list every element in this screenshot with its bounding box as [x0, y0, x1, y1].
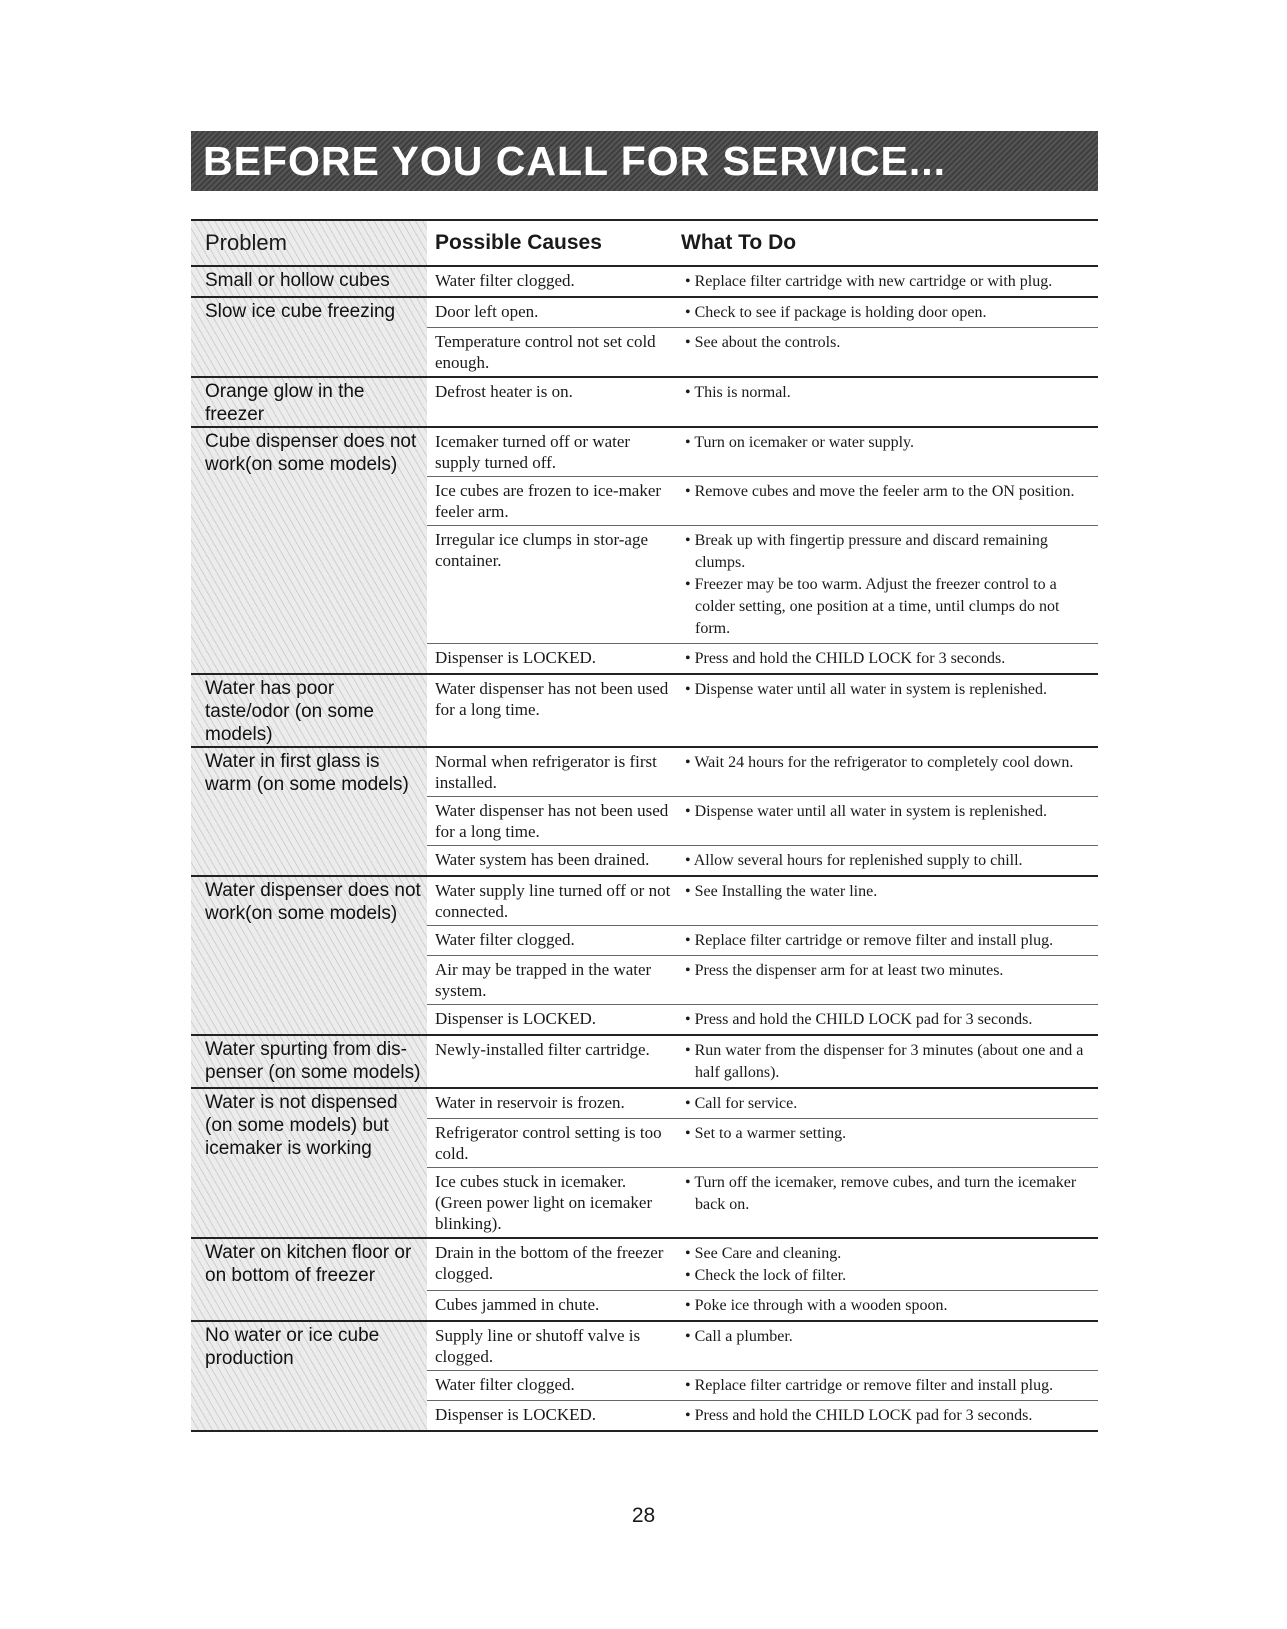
possible-cause: Dispenser is LOCKED. — [435, 1009, 597, 1028]
action-item: • Set to a warmer setting. — [685, 1125, 847, 1142]
action-item: • Turn on icemaker or water supply. — [685, 434, 914, 451]
possible-cause: Water dispenser has not been used for a long time. — [435, 679, 669, 719]
table-row — [427, 477, 1098, 526]
what-to-do — [677, 1036, 1098, 1087]
problem-label: Water has poor taste/odor (on some models) — [191, 675, 427, 746]
action-item: • Run water from the dispenser for 3 minutes (about one and a half gallons). — [685, 1042, 1084, 1081]
possible-cause: Icemaker turned off or water supply turned off. — [435, 432, 631, 472]
what-to-do — [677, 846, 1098, 875]
problem-group — [191, 428, 1098, 675]
header-what-to-do: What To Do — [681, 231, 797, 254]
possible-cause: Temperature control not set cold enough. — [435, 332, 656, 372]
possible-cause: Water filter clogged. — [435, 1375, 575, 1394]
problem-group — [191, 675, 1098, 748]
problem-label: No water or ice cube production — [191, 1322, 427, 1430]
table-row — [427, 1322, 1098, 1371]
problem-group — [191, 298, 1098, 378]
table-row — [427, 748, 1098, 797]
table-row — [427, 1119, 1098, 1168]
table-header — [191, 219, 1098, 267]
possible-cause: Irregular ice clumps in stor-age container. — [435, 530, 649, 570]
table-row — [427, 877, 1098, 926]
action-item: • Replace filter cartridge or remove filter and install plug. — [685, 932, 1054, 949]
table-row — [427, 378, 1098, 407]
table-row — [427, 428, 1098, 477]
possible-cause: Water filter clogged. — [435, 930, 575, 949]
cause-rows — [427, 378, 1098, 426]
problem-label: Water on kitchen floor or on bottom of freezer — [191, 1239, 427, 1320]
possible-cause: Water filter clogged. — [435, 271, 575, 290]
action-item: • Press the dispenser arm for at least two minutes. — [685, 962, 1004, 979]
table-row — [427, 526, 1098, 644]
possible-cause: Water dispenser has not been used for a long time. — [435, 801, 669, 841]
what-to-do — [677, 1322, 1098, 1370]
problem-label: Water dispenser does not work(on some models) — [191, 877, 427, 1034]
what-to-do — [677, 926, 1098, 955]
what-to-do — [677, 1239, 1098, 1290]
table-row — [427, 1401, 1098, 1430]
cause-rows — [427, 877, 1098, 1034]
table-row — [427, 298, 1098, 328]
table-row — [427, 1291, 1098, 1320]
table-body — [191, 267, 1098, 1432]
table-row — [427, 1239, 1098, 1291]
table-row — [427, 644, 1098, 673]
problem-label: Water in first glass is warm (on some models) — [191, 748, 427, 875]
troubleshooting-table — [191, 219, 1098, 1432]
page-number: 28 — [631, 1504, 656, 1527]
possible-cause: Ice cubes stuck in icemaker. (Green power light on icemaker blinking). — [435, 1172, 653, 1233]
action-item: • Press and hold the CHILD LOCK pad for 3 seconds. — [685, 1407, 1033, 1424]
what-to-do — [677, 1291, 1098, 1320]
table-row — [427, 1089, 1098, 1119]
table-row — [427, 1005, 1098, 1034]
what-to-do — [677, 1401, 1098, 1430]
cause-rows — [427, 1322, 1098, 1430]
problem-group — [191, 1239, 1098, 1322]
action-item: • Turn off the icemaker, remove cubes, and turn the icemaker back on. — [685, 1174, 1077, 1213]
possible-cause: Dispenser is LOCKED. — [435, 1405, 597, 1424]
possible-cause: Cubes jammed in chute. — [435, 1295, 600, 1314]
possible-cause: Water system has been drained. — [435, 850, 650, 869]
action-item: • Check to see if package is holding door open. — [685, 304, 987, 321]
table-row — [427, 328, 1098, 376]
problem-label: Water spurting from dis-penser (on some models) — [191, 1036, 427, 1087]
page-title-banner: BEFORE YOU CALL FOR SERVICE... — [191, 131, 1098, 191]
what-to-do — [677, 428, 1098, 476]
header-possible-causes: Possible Causes — [435, 231, 602, 254]
possible-cause: Defrost heater is on. — [435, 382, 573, 401]
cause-rows — [427, 1089, 1098, 1237]
action-item: • Remove cubes and move the feeler arm to the ON position. — [685, 483, 1075, 500]
possible-cause: Supply line or shutoff valve is clogged. — [435, 1326, 641, 1366]
cause-rows — [427, 298, 1098, 376]
what-to-do — [677, 748, 1098, 796]
table-row — [427, 1168, 1098, 1237]
possible-cause: Ice cubes are frozen to ice-maker feeler arm. — [435, 481, 662, 521]
what-to-do — [677, 267, 1098, 296]
what-to-do — [677, 956, 1098, 1004]
action-item: • See about the controls. — [685, 334, 841, 351]
table-row — [427, 1036, 1098, 1087]
possible-cause: Newly-installed filter cartridge. — [435, 1040, 650, 1059]
action-item: • Wait 24 hours for the refrigerator to completely cool down. — [685, 754, 1074, 771]
what-to-do — [677, 1168, 1098, 1237]
what-to-do — [677, 675, 1098, 723]
cause-rows — [427, 1239, 1098, 1320]
action-item: • Freezer may be too warm. Adjust the freezer control to a colder setting, one position at a time, until clumps do not form. — [685, 576, 1060, 637]
header-problem: Problem — [191, 221, 427, 265]
what-to-do — [677, 1005, 1098, 1034]
problem-label: Water is not dispensed (on some models) but icemaker is working — [191, 1089, 427, 1237]
possible-cause: Dispenser is LOCKED. — [435, 648, 597, 667]
action-item: • Press and hold the CHILD LOCK for 3 seconds. — [685, 650, 1006, 667]
action-item: • Replace filter cartridge or remove filter and install plug. — [685, 1377, 1054, 1394]
table-row — [427, 926, 1098, 956]
problem-label: Slow ice cube freezing — [191, 298, 427, 376]
what-to-do — [677, 1089, 1098, 1118]
cause-rows — [427, 675, 1098, 746]
what-to-do — [677, 877, 1098, 925]
what-to-do — [677, 1119, 1098, 1167]
action-item: • See Care and cleaning. — [685, 1245, 842, 1262]
action-item: • Call a plumber. — [685, 1328, 793, 1345]
what-to-do — [677, 477, 1098, 525]
problem-group — [191, 1322, 1098, 1432]
possible-cause: Normal when refrigerator is first installed. — [435, 752, 657, 792]
action-item: • Poke ice through with a wooden spoon. — [685, 1297, 948, 1314]
action-item: • Dispense water until all water in system is replenished. — [685, 803, 1047, 820]
action-item: • Dispense water until all water in system is replenished. — [685, 681, 1047, 698]
what-to-do — [677, 298, 1098, 327]
problem-label: Cube dispenser does not work(on some models) — [191, 428, 427, 673]
table-row — [427, 797, 1098, 846]
problem-group — [191, 748, 1098, 877]
cause-rows — [427, 267, 1098, 296]
problem-label: Orange glow in the freezer — [191, 378, 427, 426]
cause-rows — [427, 1036, 1098, 1087]
table-row — [427, 846, 1098, 875]
table-row — [427, 1371, 1098, 1401]
possible-cause: Door left open. — [435, 302, 539, 321]
action-item: • Allow several hours for replenished supply to chill. — [685, 852, 1023, 869]
what-to-do — [677, 1371, 1098, 1400]
possible-cause: Air may be trapped in the water system. — [435, 960, 652, 1000]
table-row — [427, 956, 1098, 1005]
what-to-do — [677, 797, 1098, 845]
table-row — [427, 267, 1098, 296]
what-to-do — [677, 526, 1098, 643]
what-to-do — [677, 328, 1098, 376]
table-row — [427, 675, 1098, 723]
action-item: • Break up with fingertip pressure and discard remaining clumps. — [685, 532, 1048, 571]
problem-label: Small or hollow cubes — [191, 267, 427, 296]
action-item: • Press and hold the CHILD LOCK pad for 3 seconds. — [685, 1011, 1033, 1028]
problem-group — [191, 1036, 1098, 1089]
action-item: • Call for service. — [685, 1095, 798, 1112]
action-item: • This is normal. — [685, 384, 791, 401]
cause-rows — [427, 428, 1098, 673]
problem-group — [191, 378, 1098, 428]
possible-cause: Water in reservoir is frozen. — [435, 1093, 625, 1112]
action-item: • Replace filter cartridge with new cartridge or with plug. — [685, 273, 1053, 290]
cause-rows — [427, 748, 1098, 875]
possible-cause: Water supply line turned off or not connected. — [435, 881, 671, 921]
possible-cause: Drain in the bottom of the freezer clogged. — [435, 1243, 664, 1283]
action-item: • Check the lock of filter. — [685, 1267, 847, 1284]
what-to-do — [677, 378, 1098, 407]
what-to-do — [677, 644, 1098, 673]
problem-group — [191, 1089, 1098, 1239]
problem-group — [191, 877, 1098, 1036]
action-item: • See Installing the water line. — [685, 883, 878, 900]
possible-cause: Refrigerator control setting is too cold. — [435, 1123, 662, 1163]
problem-group — [191, 267, 1098, 298]
